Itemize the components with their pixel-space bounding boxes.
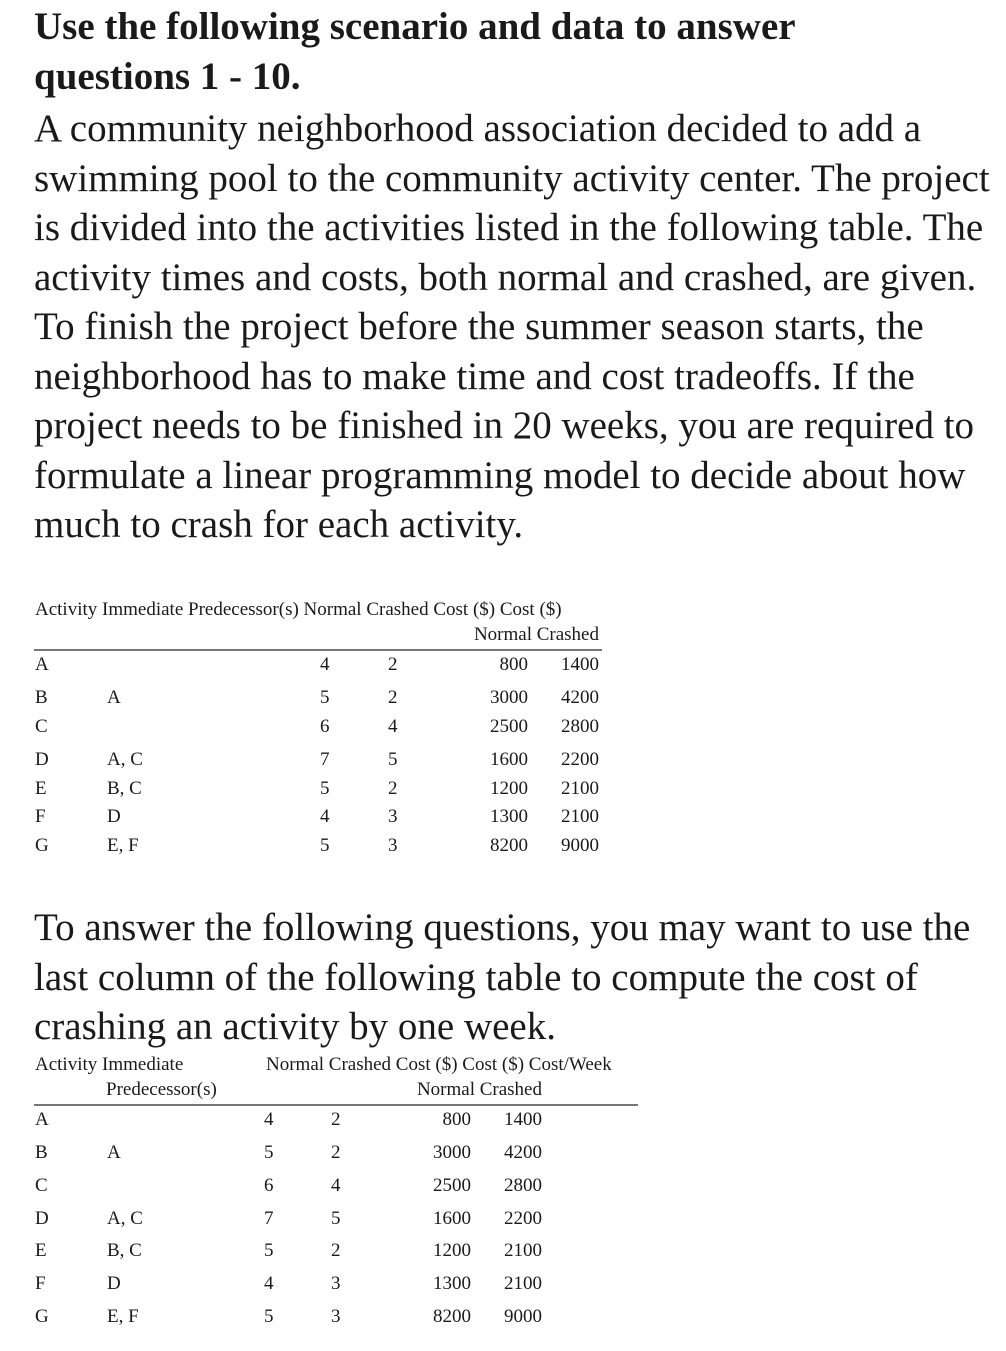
- table-cell-cost-crashed: 4200: [561, 687, 599, 708]
- table-cell-pred: B, C: [107, 1240, 142, 1261]
- table-cell-pred: E, F: [107, 1306, 139, 1327]
- table-cell-crashed: 3: [331, 1306, 341, 1327]
- table-cell-cost-normal: 1600: [433, 1208, 471, 1229]
- table-cell-cost-crashed: 1400: [504, 1109, 542, 1130]
- table-cell-cost-normal: 1600: [490, 749, 528, 770]
- table-cell-cost-normal: 8200: [433, 1306, 471, 1327]
- table-cell-activity: D: [35, 749, 49, 770]
- table-cell-cost-normal: 3000: [490, 687, 528, 708]
- table-cell-normal: 7: [264, 1208, 274, 1229]
- table-cell-normal: 4: [264, 1109, 274, 1130]
- table-cell-normal: 7: [320, 749, 330, 770]
- table-cell-cost-crashed: 2200: [561, 749, 599, 770]
- table-cell-pred: E, F: [107, 835, 139, 856]
- table-cell-activity: B: [35, 1142, 48, 1163]
- table1-header-row-1: Activity Immediate Predecessor(s) Normal Crashed Cost ($) Cost ($): [35, 599, 562, 620]
- table-cell-normal: 4: [320, 806, 330, 827]
- table-cell-cost-normal: 2500: [490, 716, 528, 737]
- table-cell-cost-normal: 1200: [490, 778, 528, 799]
- table-cell-activity: G: [35, 1306, 49, 1327]
- table-cell-crashed: 5: [331, 1208, 341, 1229]
- table-cell-crashed: 2: [331, 1240, 341, 1261]
- table-cell-activity: A: [35, 654, 49, 675]
- table-cell-crashed: 5: [388, 749, 398, 770]
- table2-header-rule: [34, 1104, 638, 1106]
- table-cell-activity: B: [35, 687, 48, 708]
- table-cell-cost-crashed: 2800: [504, 1175, 542, 1196]
- table-cell-pred: B, C: [107, 778, 142, 799]
- table-cell-crashed: 2: [388, 654, 398, 675]
- table-cell-activity: C: [35, 716, 48, 737]
- table-cell-cost-crashed: 9000: [561, 835, 599, 856]
- table-cell-activity: F: [35, 1273, 46, 1294]
- table-cell-crashed: 3: [388, 835, 398, 856]
- instruction-paragraph: To answer the following questions, you may want to use the last column of the following table to compute the cost of crashing an activity by one week.: [34, 906, 971, 1048]
- table-cell-normal: 5: [264, 1240, 274, 1261]
- table-cell-cost-crashed: 1400: [561, 654, 599, 675]
- table-cell-cost-normal: 800: [499, 654, 528, 675]
- table-cell-crashed: 2: [331, 1142, 341, 1163]
- table-cell-pred: A, C: [107, 1208, 143, 1229]
- table-cell-activity: C: [35, 1175, 48, 1196]
- table-cell-crashed: 2: [331, 1109, 341, 1130]
- heading-line-1: Use the following scenario and data to answer: [34, 5, 796, 48]
- table-cell-normal: 5: [320, 778, 330, 799]
- table-cell-cost-normal: 3000: [433, 1142, 471, 1163]
- table-cell-pred: D: [107, 806, 121, 827]
- table-cell-normal: 6: [264, 1175, 274, 1196]
- table2-header-row-2-left: Predecessor(s): [106, 1079, 217, 1100]
- table-cell-crashed: 4: [388, 716, 398, 737]
- table-cell-pred: A, C: [107, 749, 143, 770]
- table1-header-row-2: Normal Crashed: [473, 624, 599, 645]
- table-cell-pred: A: [107, 1142, 121, 1163]
- table-cell-activity: G: [35, 835, 49, 856]
- table2-header-row-2-right: Normal Crashed: [416, 1079, 542, 1100]
- table-cell-normal: 5: [320, 687, 330, 708]
- table-cell-normal: 5: [320, 835, 330, 856]
- table-cell-normal: 5: [264, 1142, 274, 1163]
- table-cell-crashed: 3: [388, 806, 398, 827]
- table-cell-cost-normal: 1200: [433, 1240, 471, 1261]
- table-cell-activity: E: [35, 1240, 47, 1261]
- table-cell-cost-crashed: 2100: [561, 778, 599, 799]
- table-cell-normal: 6: [320, 716, 330, 737]
- table-cell-cost-crashed: 2100: [504, 1240, 542, 1261]
- table-cell-cost-normal: 8200: [490, 835, 528, 856]
- table-cell-cost-crashed: 9000: [504, 1306, 542, 1327]
- table-cell-cost-crashed: 4200: [504, 1142, 542, 1163]
- scenario-paragraph: A community neighborhood association decided to add a swimming pool to the community activity center. The project is divided into the activities listed in the following table. The activity times and costs, both normal and crashed, are given. To finish the project before the summer season starts, the neighborhood has to make time and cost tradeoffs. If the project needs to be finished in 20 weeks, you are required to formulate a linear programming model to decide about how much to crash for each activity.: [34, 107, 990, 546]
- table-cell-normal: 4: [320, 654, 330, 675]
- table-cell-cost-normal: 2500: [433, 1175, 471, 1196]
- table-cell-cost-crashed: 2100: [504, 1273, 542, 1294]
- table2-header-row-1-right: Normal Crashed Cost ($) Cost ($) Cost/Week: [266, 1054, 612, 1075]
- table-cell-cost-normal: 1300: [490, 806, 528, 827]
- table-cell-activity: F: [35, 806, 46, 827]
- table-cell-pred: A: [107, 687, 121, 708]
- table-cell-activity: A: [35, 1109, 49, 1130]
- table-cell-cost-crashed: 2100: [561, 806, 599, 827]
- table-cell-cost-normal: 1300: [433, 1273, 471, 1294]
- table-cell-cost-crashed: 2200: [504, 1208, 542, 1229]
- table-cell-pred: D: [107, 1273, 121, 1294]
- table-cell-normal: 5: [264, 1306, 274, 1327]
- table-cell-cost-crashed: 2800: [561, 716, 599, 737]
- table-cell-activity: E: [35, 778, 47, 799]
- table-cell-crashed: 2: [388, 778, 398, 799]
- table-cell-normal: 4: [264, 1273, 274, 1294]
- table-cell-cost-normal: 800: [442, 1109, 471, 1130]
- table-cell-crashed: 3: [331, 1273, 341, 1294]
- table-cell-activity: D: [35, 1208, 49, 1229]
- table2-header-row-1-left: Activity Immediate: [35, 1054, 184, 1075]
- table-cell-crashed: 4: [331, 1175, 341, 1196]
- table-cell-crashed: 2: [388, 687, 398, 708]
- heading-line-2: questions 1 - 10.: [34, 55, 301, 98]
